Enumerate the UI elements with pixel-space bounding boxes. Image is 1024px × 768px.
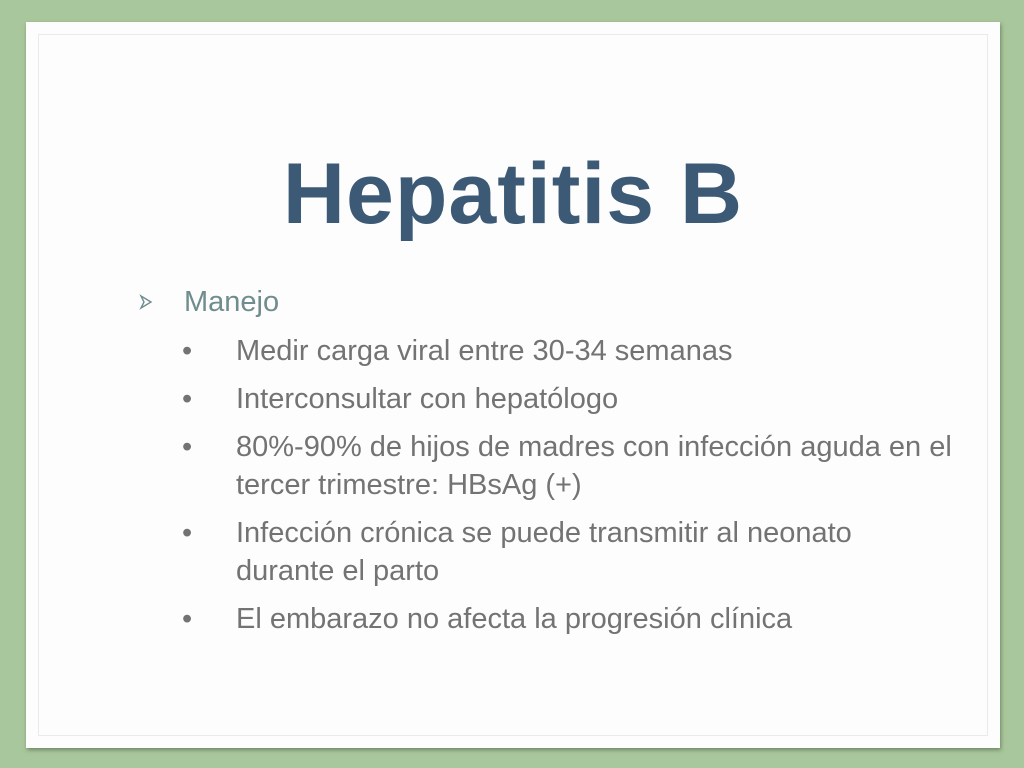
bullet-dot: • — [182, 383, 193, 415]
bullet-dot: • — [182, 517, 193, 549]
list-item-text: El embarazo no afecta la progresión clínica — [236, 603, 793, 635]
section-heading-label: Manejo — [184, 286, 280, 318]
list-item-text: Infección crónica se puede transmitir al neonato durante el parto — [236, 517, 852, 587]
section-heading — [132, 284, 952, 320]
list-item — [132, 514, 952, 590]
list-item — [132, 428, 952, 504]
slide-content — [132, 284, 952, 648]
list-item — [132, 380, 952, 418]
bullet-dot: • — [182, 431, 193, 463]
bullet-dot: • — [182, 335, 193, 367]
arrow-bullet-icon — [138, 294, 154, 310]
list-item-text: 80%-90% de hijos de madres con infección aguda en el tercer trimestre: HBsAg (+) — [236, 431, 952, 501]
slide — [26, 22, 1000, 748]
list-item — [132, 332, 952, 370]
slide-title: Hepatitis B — [282, 146, 744, 242]
bullet-list — [132, 332, 952, 638]
bullet-dot: • — [182, 603, 193, 635]
list-item — [132, 600, 952, 638]
list-item-text: Interconsultar con hepatólogo — [236, 383, 619, 415]
list-item-text: Medir carga viral entre 30-34 semanas — [236, 335, 733, 367]
